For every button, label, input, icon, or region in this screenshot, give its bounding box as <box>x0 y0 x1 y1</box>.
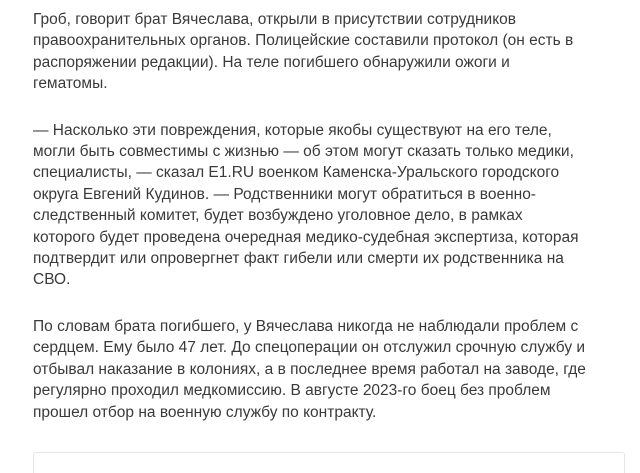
article-paragraph: По словам брата погибшего, у Вячеслава никогда не наблюдали проблем с сердцем. Ему было 47 лет. До спецоперации он отслужил срочную службу и отбывал наказание в колониях, а в последнее время работал на заводе, где регулярно проходил медкомиссию. В августе 2023-го боец без проблем прошел отбор на военную службу по контракту. <box>33 317 586 421</box>
article-paragraph: — Насколько эти повреждения, которые якобы существуют на его теле, могли быть совместимы с жизнью — об этом могут сказать только медики, специалисты, — сказал E1.RU военком Каменска-Уральского городского округа Евгений Кудинов. — Родственники могут обратиться в военно- следственный комитет, будет возбуждено уголовное дело, в рамках которого будет проведена очередная медико-судебная экспертиза, которая подтвердит или опровергнет факт гибели или смерти их родственника на СВО. <box>33 121 579 289</box>
article-body <box>33 9 623 423</box>
article-paragraph: Гроб, говорит брат Вячеслава, открыли в присутствии сотрудников правоохранительных органов. Полицейские составили протокол (он есть в распоряжении редакции). На теле погибшего обнаружили ожоги и гематомы. <box>33 11 574 93</box>
embedded-block-frame <box>33 452 625 473</box>
